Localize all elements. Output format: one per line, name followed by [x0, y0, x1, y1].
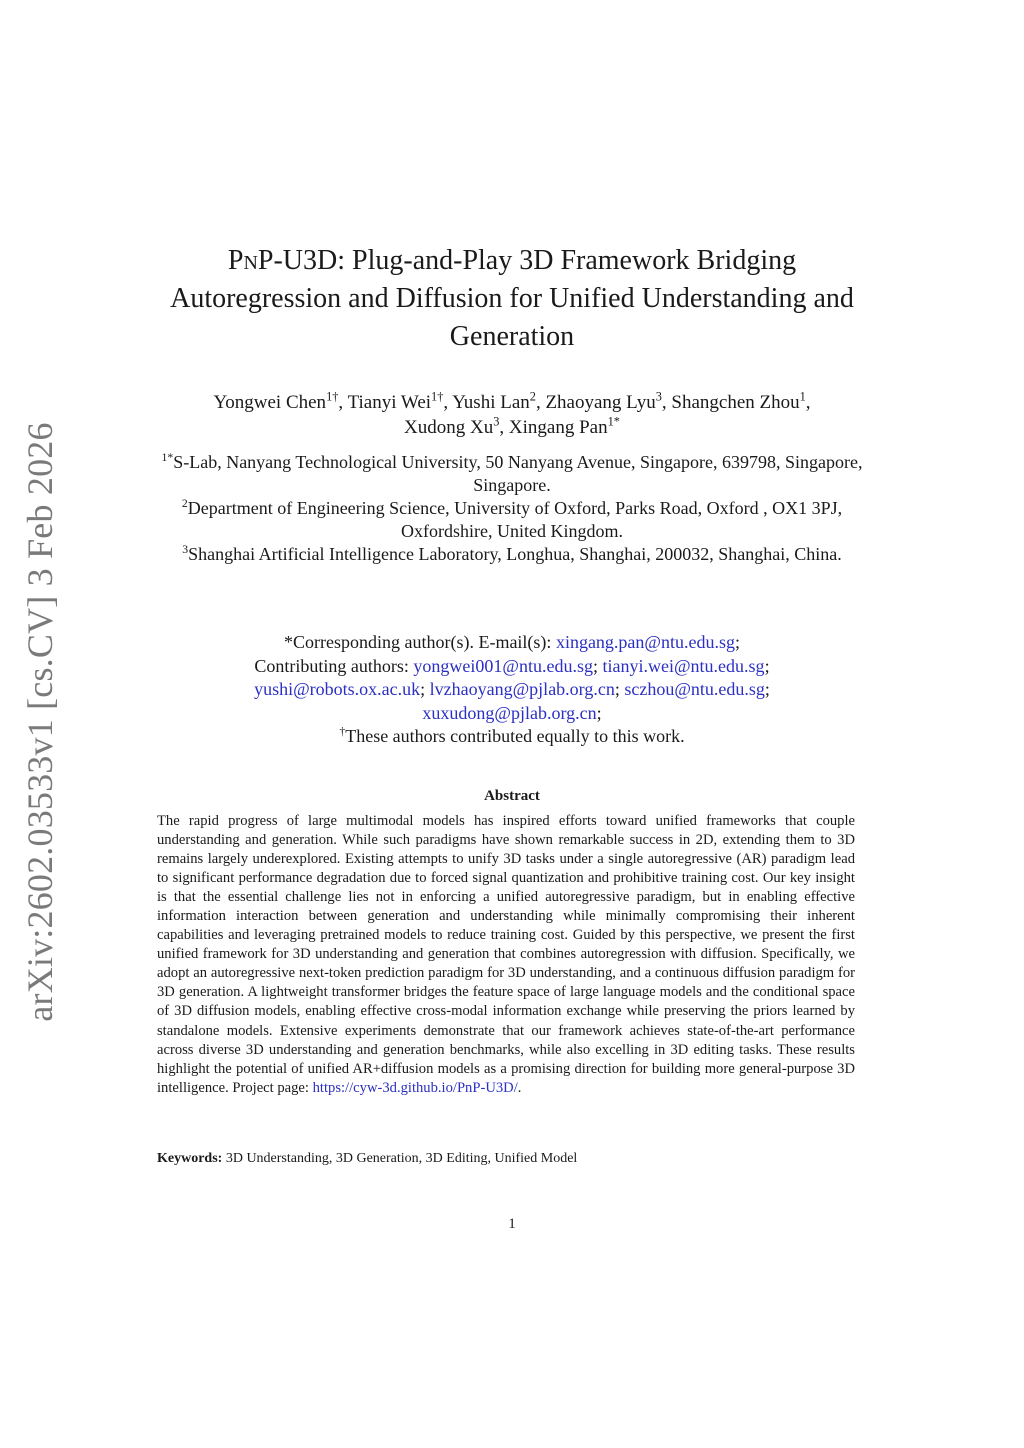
title-line3: Generation — [449, 321, 575, 352]
corresponding-line: *Corresponding author(s). E-mail(s): xingang.pan@ntu.edu.sg; — [283, 632, 741, 652]
email-link[interactable]: tianyi.wei@ntu.edu.sg — [602, 655, 765, 676]
keywords-line — [157, 1150, 855, 1168]
contributing-line: yushi@robots.ox.ac.uk; lvzhaoyang@pjlab.org.cn; sczhou@ntu.edu.sg; — [254, 679, 770, 699]
author: Tianyi Wei$^{1\dagger}$, — [347, 389, 453, 413]
page-number: 1 — [508, 1216, 516, 1232]
email-link[interactable]: sczhou@ntu.edu.sg — [624, 679, 765, 699]
author: Xudong Xu$^3$, — [404, 414, 509, 438]
author: Yushi Lan$^2$, — [452, 389, 546, 413]
title-smallcaps: PnP — [227, 245, 274, 276]
author: Shangchen Zhou$^1$, — [671, 389, 811, 413]
abstract-heading: Abstract — [484, 788, 540, 804]
author-list — [130, 390, 894, 440]
arxiv-identifier: arXiv:2602.03533v1 [cs.CV] 3 Feb 2026 — [20, 422, 60, 1022]
title-line1-rest: -U3D: Plug-and-Play 3D Framework Bridging — [273, 245, 797, 276]
contact-block — [150, 631, 874, 749]
affiliation: $^2$Department of Engineering Science, University of Oxford, Parks Road, Oxford , OX1 3PJ, Oxfordshire, United Kingdom. — [181, 497, 843, 541]
keywords-label: Keywords: — [157, 1151, 223, 1166]
abstract-text: The rapid progress of large multimodal models has inspired efforts toward unified frameworks that couple understanding and generation. While such paradigms have shown remarkable success in 2D, extending them to 3D remains largely underexplored. Existing attempts to unify 3D tasks under a single autoregressive (AR) paradigm lead to significant performance degradation due to forced signal quantization and prohibitive training cost. Our key insight is that the essential challenge lies not in enforcing a unified autoregressive paradigm, but in enabling effective information interaction between generation and understanding while minimally compromising their inherent capabilities and leveraging pretrained models to reduce training cost. Guided by this perspective, we present the first unified framework for 3D understanding and generation that combines autoregression with diffusion. Specifically, we adopt an autoregressive next-token prediction paradigm for 3D understanding, and a continuous diffusion paradigm for 3D generation. A lightweight transformer bridges the feature space of large language models and the conditional space of 3D diffusion models, enabling effective cross-modal information exchange while preserving the priors learned by standalone models. Extensive experiments demonstrate that our framework achieves state-of-the-art performance across diverse 3D understanding and generation benchmarks, while also excelling in 3D editing tasks. These results highlight the potential of unified AR+diffusion models as a promising direction for building more general-purpose 3D intelligence. Project page: — [157, 813, 855, 1096]
author: Xingang Pan$^{1*}$ — [508, 414, 620, 438]
contributing-line: Contributing authors: yongwei001@ntu.edu.sg; tianyi.wei@ntu.edu.sg; — [254, 655, 770, 676]
author: Zhaoyang Lyu$^3$, — [545, 389, 672, 413]
abstract-body: The rapid progress of large multimodal models has inspired efforts toward unified frameworks that couple understanding and generation. While such paradigms have shown remarkable success in 2D, extending them to 3D remains largely underexplored. Existing attempts to unify 3D tasks under a single autoregressive (AR) paradigm lead to significant performance degradation due to forced signal quantization and prohibitive training cost. Our key insight is that the essential challenge lies not in enforcing a unified autoregressive paradigm, but in enabling effective information interaction between generation and understanding while minimally compromising their inherent capabilities and leveraging pretrained models to reduce training cost. Guided by this perspective, we present the first unified framework for 3D understanding and generation that combines autoregression with diffusion. Specifically, we adopt an autoregressive next-token prediction paradigm for 3D understanding, and a continuous diffusion paradigm for 3D generation. A lightweight transformer bridges the feature space of large language models and the conditional space of 3D diffusion models, enabling effective cross-modal information exchange while preserving the priors learned by standalone models. Extensive experiments demonstrate that our framework achieves state-of-the-art performance across diverse 3D understanding and generation benchmarks, while also excelling in 3D editing tasks. These results highlight the potential of unified AR+diffusion models as a promising direction for building more general-purpose 3D intelligence. Project page: https://cyw-3d.github.io/PnP-U3D/. — [157, 813, 855, 1096]
email-link[interactable]: xuxudong@pjlab.org.cn — [422, 702, 597, 723]
title-line2: Autoregression and Diffusion for Unified Understanding and — [170, 283, 854, 314]
affiliation: $^3$Shanghai Artificial Intelligence Laboratory, Longhua, Shanghai, 200032, Shanghai, China. — [182, 543, 842, 564]
dagger-mark: † — [339, 725, 346, 738]
affiliation: $^{1*}$S-Lab, Nanyang Technological University, 50 Nanyang Avenue, Singapore, 639798, Singapore, Singapore. — [161, 451, 863, 495]
email-link[interactable]: lvzhaoyang@pjlab.org.cn — [429, 679, 615, 699]
email-link[interactable]: yongwei001@ntu.edu.sg — [413, 655, 593, 676]
equal-contribution-note: †These authors contributed equally to this work. — [339, 725, 685, 746]
author: Yongwei Chen$^{1\dagger}$, — [213, 389, 348, 413]
corresponding-email-link[interactable]: xingang.pan@ntu.edu.sg — [555, 632, 735, 652]
paper-title — [120, 242, 904, 356]
contributing-line: xuxudong@pjlab.org.cn; — [422, 702, 602, 723]
keywords-text: 3D Understanding, 3D Generation, 3D Editing, Unified Model — [225, 1151, 578, 1166]
affiliation-list — [140, 451, 884, 566]
project-page-link[interactable]: https://cyw-3d.github.io/PnP-U3D/ — [312, 1079, 518, 1096]
email-link[interactable]: yushi@robots.ox.ac.uk — [254, 679, 421, 699]
